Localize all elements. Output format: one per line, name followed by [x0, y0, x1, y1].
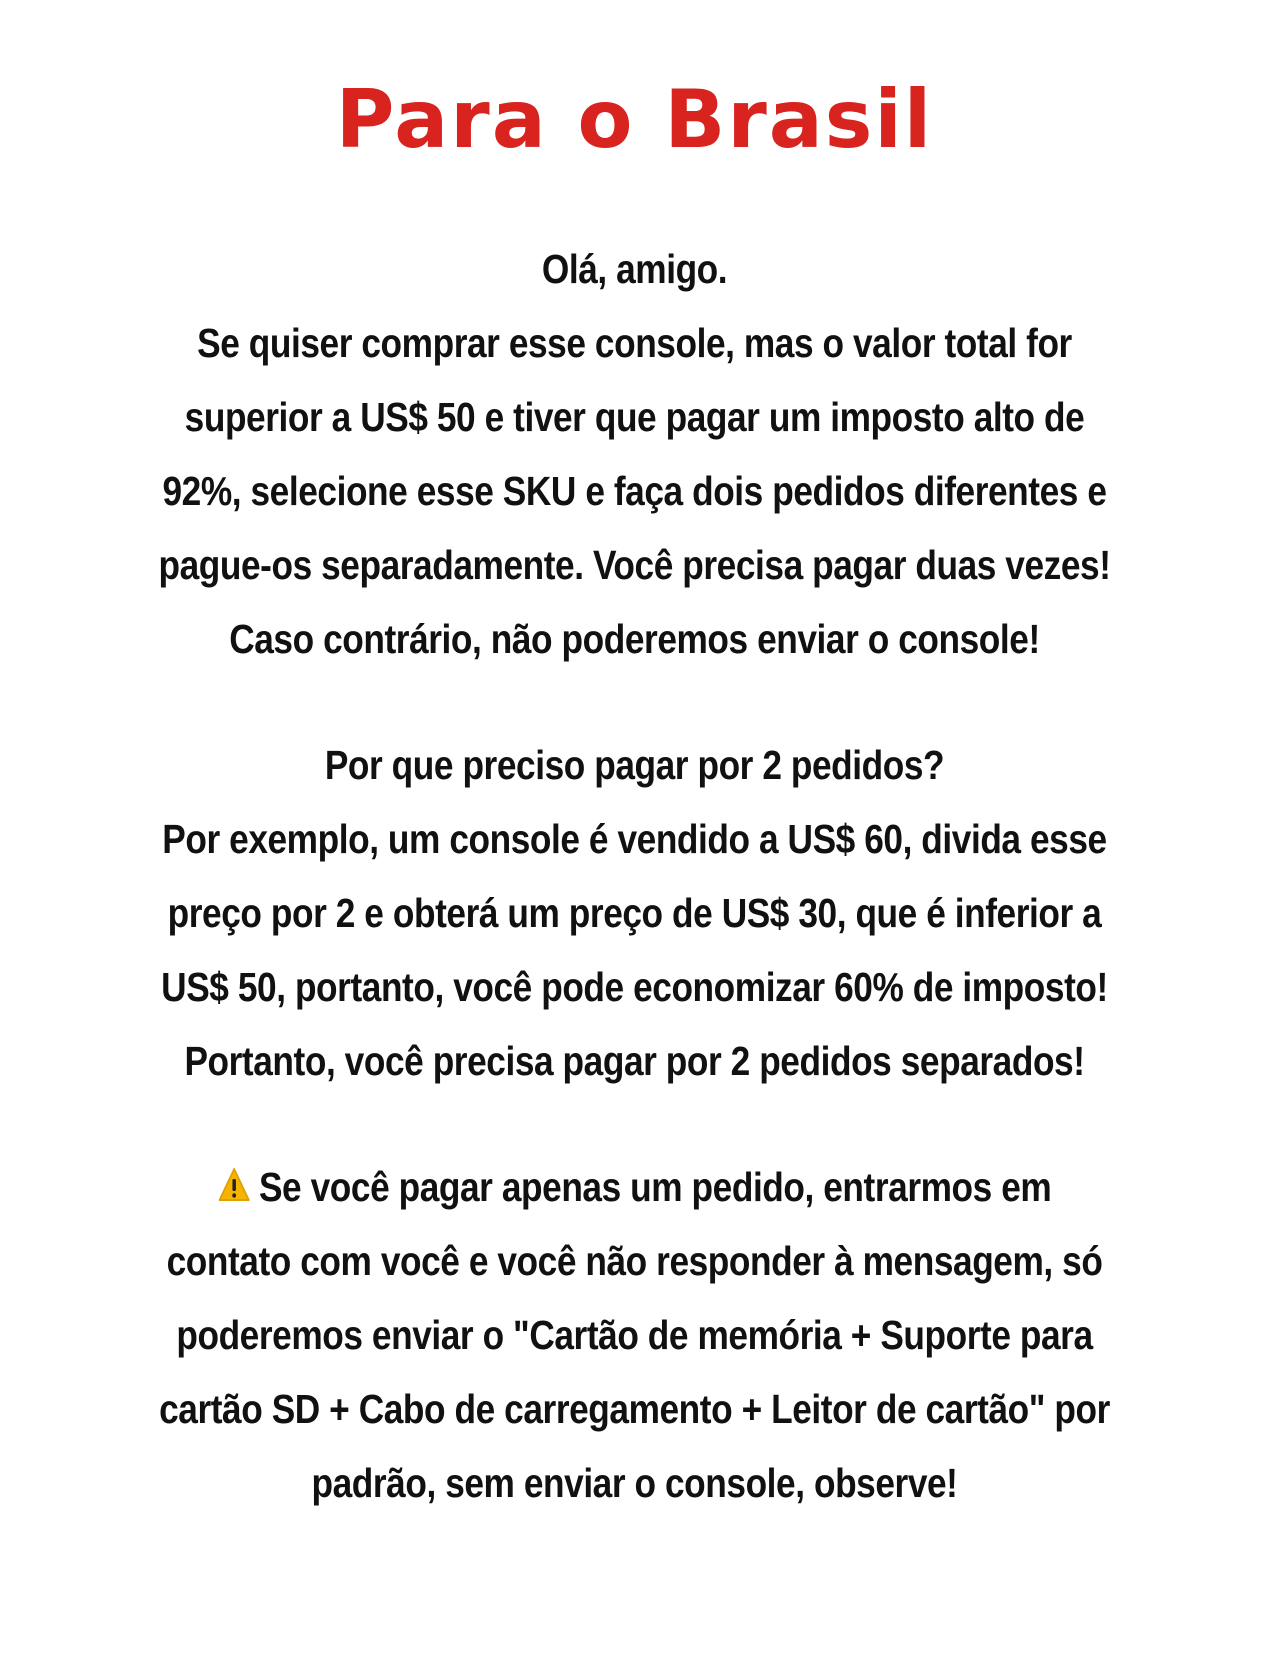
intro-line: Caso contrário, não poderemos enviar o console! — [229, 616, 1040, 662]
why-paragraph — [123, 728, 1146, 1098]
why-line: preço por 2 e obterá um preço de US$ 30, que é inferior a — [167, 890, 1102, 936]
why-line: US$ 50, portanto, você pode economizar 60% de imposto! — [161, 964, 1108, 1010]
page-title: Para o Brasil — [335, 73, 934, 166]
why-line: Por exemplo, um console é vendido a US$ 60, divida esse — [162, 816, 1107, 862]
why-line: Portanto, você precisa pagar por 2 pedidos separados! — [184, 1038, 1085, 1084]
warning-line-first — [123, 1150, 1146, 1224]
intro-line: superior a US$ 50 e tiver que pagar um imposto alto de — [184, 394, 1085, 440]
warning-line: padrão, sem enviar o console, observe! — [311, 1460, 958, 1506]
why-question: Por que preciso pagar por 2 pedidos? — [324, 742, 945, 788]
warning-icon — [218, 1167, 251, 1203]
warning-line: contato com você e você não responder à mensagem, só — [166, 1238, 1103, 1284]
warning-line: cartão SD + Cabo de carregamento + Leitor de cartão" por — [159, 1386, 1110, 1432]
warning-line: poderemos enviar o "Cartão de memória + Suporte para — [176, 1312, 1093, 1358]
intro-line: pague-os separadamente. Você precisa pagar duas vezes! — [158, 542, 1111, 588]
warning-text: Se você pagar apenas um pedido, entrarmos em — [258, 1164, 1052, 1210]
warning-paragraph — [123, 1150, 1146, 1520]
intro-line-greeting: Olá, amigo. — [541, 246, 728, 292]
intro-line: Se quiser comprar esse console, mas o valor total for — [197, 320, 1072, 366]
intro-paragraph — [123, 232, 1146, 676]
intro-line: 92%, selecione esse SKU e faça dois pedidos diferentes e — [162, 468, 1107, 514]
